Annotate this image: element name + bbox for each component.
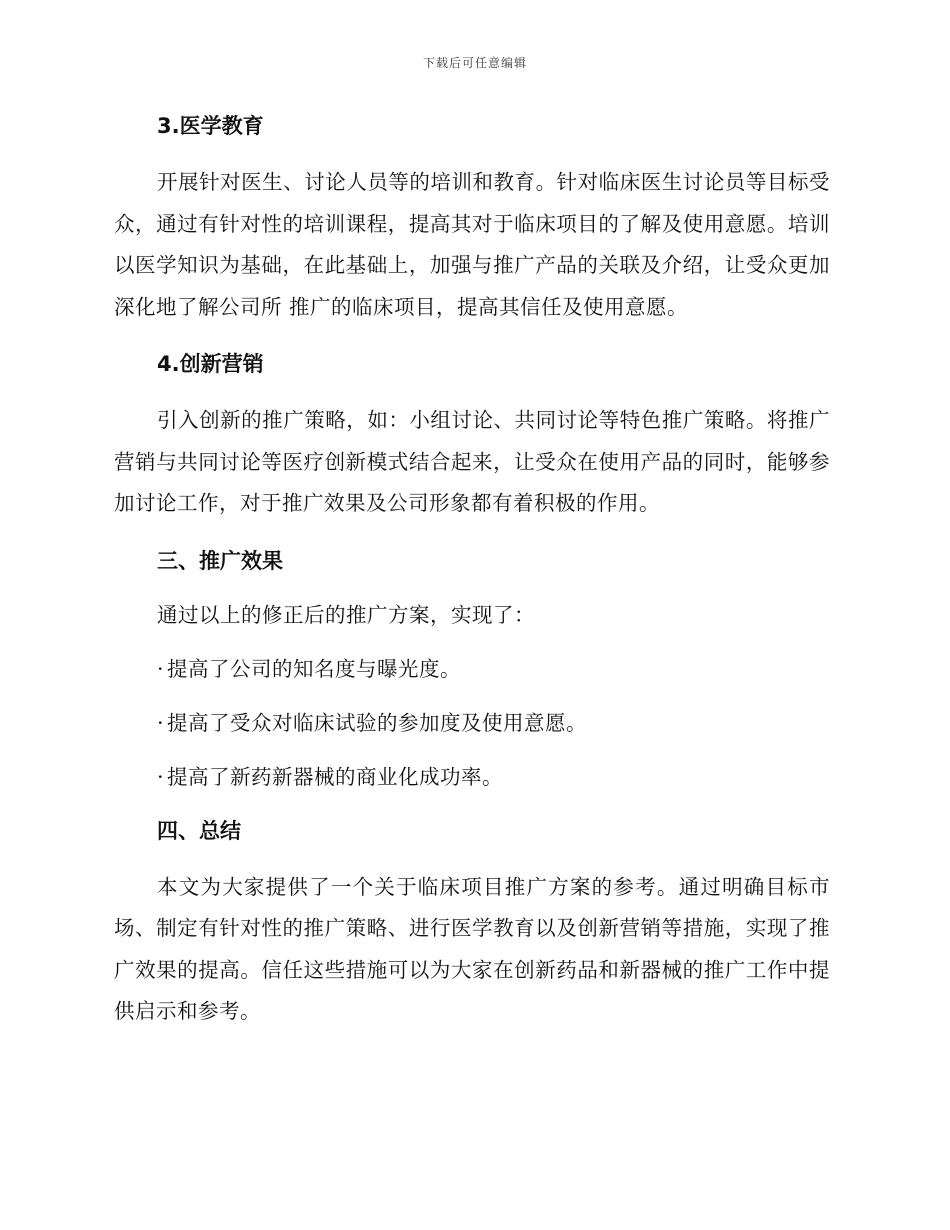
paragraph-medical-education: 开展针对医生、讨论人员等的培训和教育。针对临床医生讨论员等目标受众，通过有针对性的培训课程，提高其对于临床项目的了解及使用意愿。培训以医学知识为基础，在此基础上，加强与推广产品的关联及介绍，让受众更加深化地了解公司所 推广的临床项目，提高其信任及使用意愿。 xyxy=(114,170,830,319)
list-item-text: 提高了受众对临床试验的参加度及使用意愿。 xyxy=(167,710,587,735)
section-heading-innovative-marketing: 4.创新营销 xyxy=(157,352,264,376)
bullet-icon: · xyxy=(157,710,165,735)
paragraph-innovative-marketing: 引入创新的推广策略，如：小组讨论、共同讨论等特色推广策略。将推广营销与共同讨论等医疗创新模式结合起来，让受众在使用产品的同时，能够参加讨论工作，对于推广效果及公司形象都有着积极的作用。 xyxy=(114,408,830,515)
section-heading-summary: 四、总结 xyxy=(157,818,241,843)
list-item xyxy=(114,759,830,795)
list-item xyxy=(114,651,830,687)
paragraph-summary: 本文为大家提供了一个关于临床项目推广方案的参考。通过明确目标市场、制定有针对性的推广策略、进行医学教育以及创新营销等措施，实现了推广效果的提高。信任这些措施可以为大家在创新药品和新器械的推广工作中提供启示和参考。 xyxy=(114,874,830,1023)
paragraph-effect-intro: 通过以上的修正后的推广方案，实现了： xyxy=(157,602,535,627)
document-body xyxy=(114,108,830,1051)
list-item xyxy=(114,705,830,741)
section-heading-medical-education: 3.医学教育 xyxy=(157,114,264,138)
bullet-icon: · xyxy=(157,656,165,681)
list-item-text: 提高了新药新器械的商业化成功率。 xyxy=(167,764,503,789)
list-item-text: 提高了公司的知名度与曝光度。 xyxy=(167,656,461,681)
header-note: 下载后可任意编辑 xyxy=(422,56,527,70)
bullet-icon: · xyxy=(157,764,165,789)
section-heading-promotion-effect: 三、推广效果 xyxy=(157,548,283,573)
